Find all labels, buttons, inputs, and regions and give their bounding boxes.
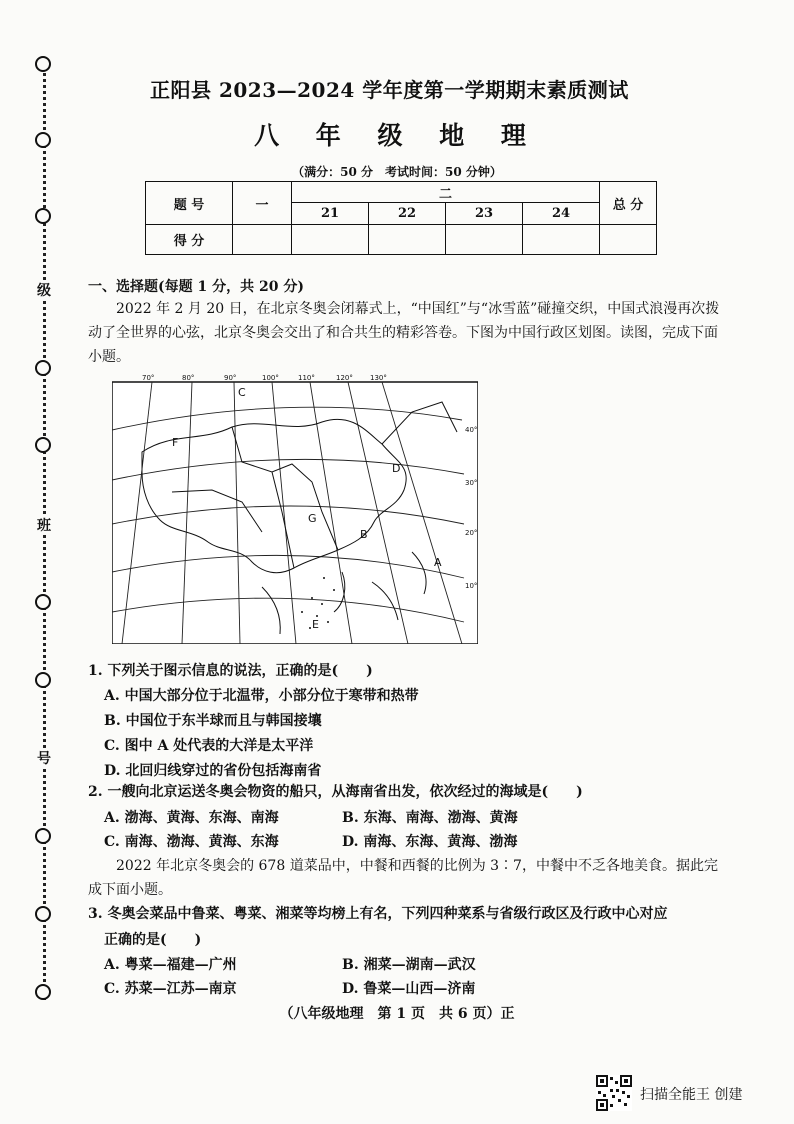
question-2-option-b[interactable]: B. 东海、南海、渤海、黄海 [342,810,518,826]
question-3-option-c[interactable]: C. 苏菜—江苏—南京 [104,981,237,997]
longitude-label: 110° [298,374,315,382]
binding-label-number: 号 [33,748,55,768]
latitude-label: 20° [465,529,478,537]
score-table-col-label: 题 号 [146,182,233,225]
score-table [145,181,657,255]
score-table-sub-col: 21 [292,203,369,225]
longitude-label: 100° [262,374,279,382]
question-3-option-b[interactable]: B. 湘菜—湖南—武汉 [342,957,476,973]
binding-label-grade: 级 [33,280,55,300]
binding-hole [35,984,51,1000]
exam-title: 正阳县 2023—2024 学年度第一学期期末素质测试 [150,78,629,102]
china-admin-map [112,372,478,644]
score-cell [523,225,600,255]
binding-hole [35,56,51,72]
question-3-option-d[interactable]: D. 鲁菜—山西—济南 [342,981,476,997]
question-2-option-a[interactable]: A. 渤海、黄海、东海、南海 [104,810,279,826]
question-2-stem: 2. 一艘向北京运送冬奥会物资的船只，从海南省出发，依次经过的海域是( ) [88,784,583,800]
score-table-part1: 一 [233,182,292,225]
binding-hole [35,828,51,844]
exam-info: （满分：50 分 考试时间：50 分钟） [292,165,502,179]
map-label-g: G [308,512,317,525]
score-table-part2: 二 [292,182,600,203]
section-heading: 一、选择题(每题 1 分，共 20 分) [88,279,304,295]
map-label-e: E [312,618,319,631]
binding-hole [35,360,51,376]
binding-hole [35,437,51,453]
question-1-option-a[interactable]: A. 中国大部分位于北温带，小部分位于寒带和热带 [104,688,419,704]
qr-code-icon [596,1075,632,1111]
map-label-d: D [392,462,401,475]
score-table-total: 总 分 [600,182,657,225]
longitude-label: 80° [182,374,195,382]
question-2-option-c[interactable]: C. 南海、渤海、黄海、东海 [104,834,279,850]
binding-hole [35,594,51,610]
score-cell [233,225,292,255]
binding-hole [35,208,51,224]
question-1-option-b[interactable]: B. 中国位于东半球而且与韩国接壤 [104,713,322,729]
score-table-sub-col: 22 [369,203,446,225]
binding-label-class: 班 [33,515,55,535]
map-label-c: C [238,386,246,399]
binding-hole [35,906,51,922]
question-group-intro: 2022 年北京冬奥会的 678 道菜品中，中餐和西餐的比例为 3∶7，中餐中不乏各地美食。据此完成下面小题。 [88,858,718,898]
exam-subject: 八 年 级 地 理 [254,121,540,150]
question-3-stem-continued: 正确的是( ) [104,932,202,948]
latitude-label: 30° [465,479,478,487]
score-table-sub-col: 24 [523,203,600,225]
question-3-stem: 3. 冬奥会菜品中鲁菜、粤菜、湘菜等均榜上有名，下列四种菜系与省级行政区及行政中心对应 [88,906,668,922]
question-3-option-a[interactable]: A. 粤菜—福建—广州 [104,957,237,973]
longitude-label: 130° [370,374,387,382]
latitude-label: 40° [465,426,478,434]
longitude-label: 90° [224,374,237,382]
score-cell [292,225,369,255]
score-table-row-label: 得 分 [146,225,233,255]
score-table-sub-col: 23 [446,203,523,225]
section-intro: 2022 年 2 月 20 日，在北京冬奥会闭幕式上，“中国红”与“冰雪蓝”碰撞交织，中国式浪漫再次拨动了全世界的心弦，北京冬奥会交出了和合共生的精彩答卷。下图为中国行政区划图。读图，完成下面小题。 [88,301,720,365]
question-1-option-c[interactable]: C. 图中 A 处代表的大洋是太平洋 [104,738,314,754]
page-footer: （八年级地理 第 1 页 共 6 页）正 [279,1006,515,1022]
question-2-option-d[interactable]: D. 南海、东海、黄海、渤海 [342,834,518,850]
binding-hole [35,672,51,688]
score-cell [600,225,657,255]
question-1-option-d[interactable]: D. 北回归线穿过的省份包括海南省 [104,763,322,779]
map-label-a: A [434,556,442,569]
scanner-watermark: 扫描全能王 创建 [640,1087,743,1103]
map-label-f: F [172,436,179,449]
longitude-label: 120° [336,374,353,382]
score-cell [369,225,446,255]
longitude-label: 70° [142,374,155,382]
question-1-stem: 1. 下列关于图示信息的说法，正确的是( ) [88,663,373,679]
map-label-b: B [360,528,368,541]
score-cell [446,225,523,255]
latitude-label: 10° [465,582,478,590]
